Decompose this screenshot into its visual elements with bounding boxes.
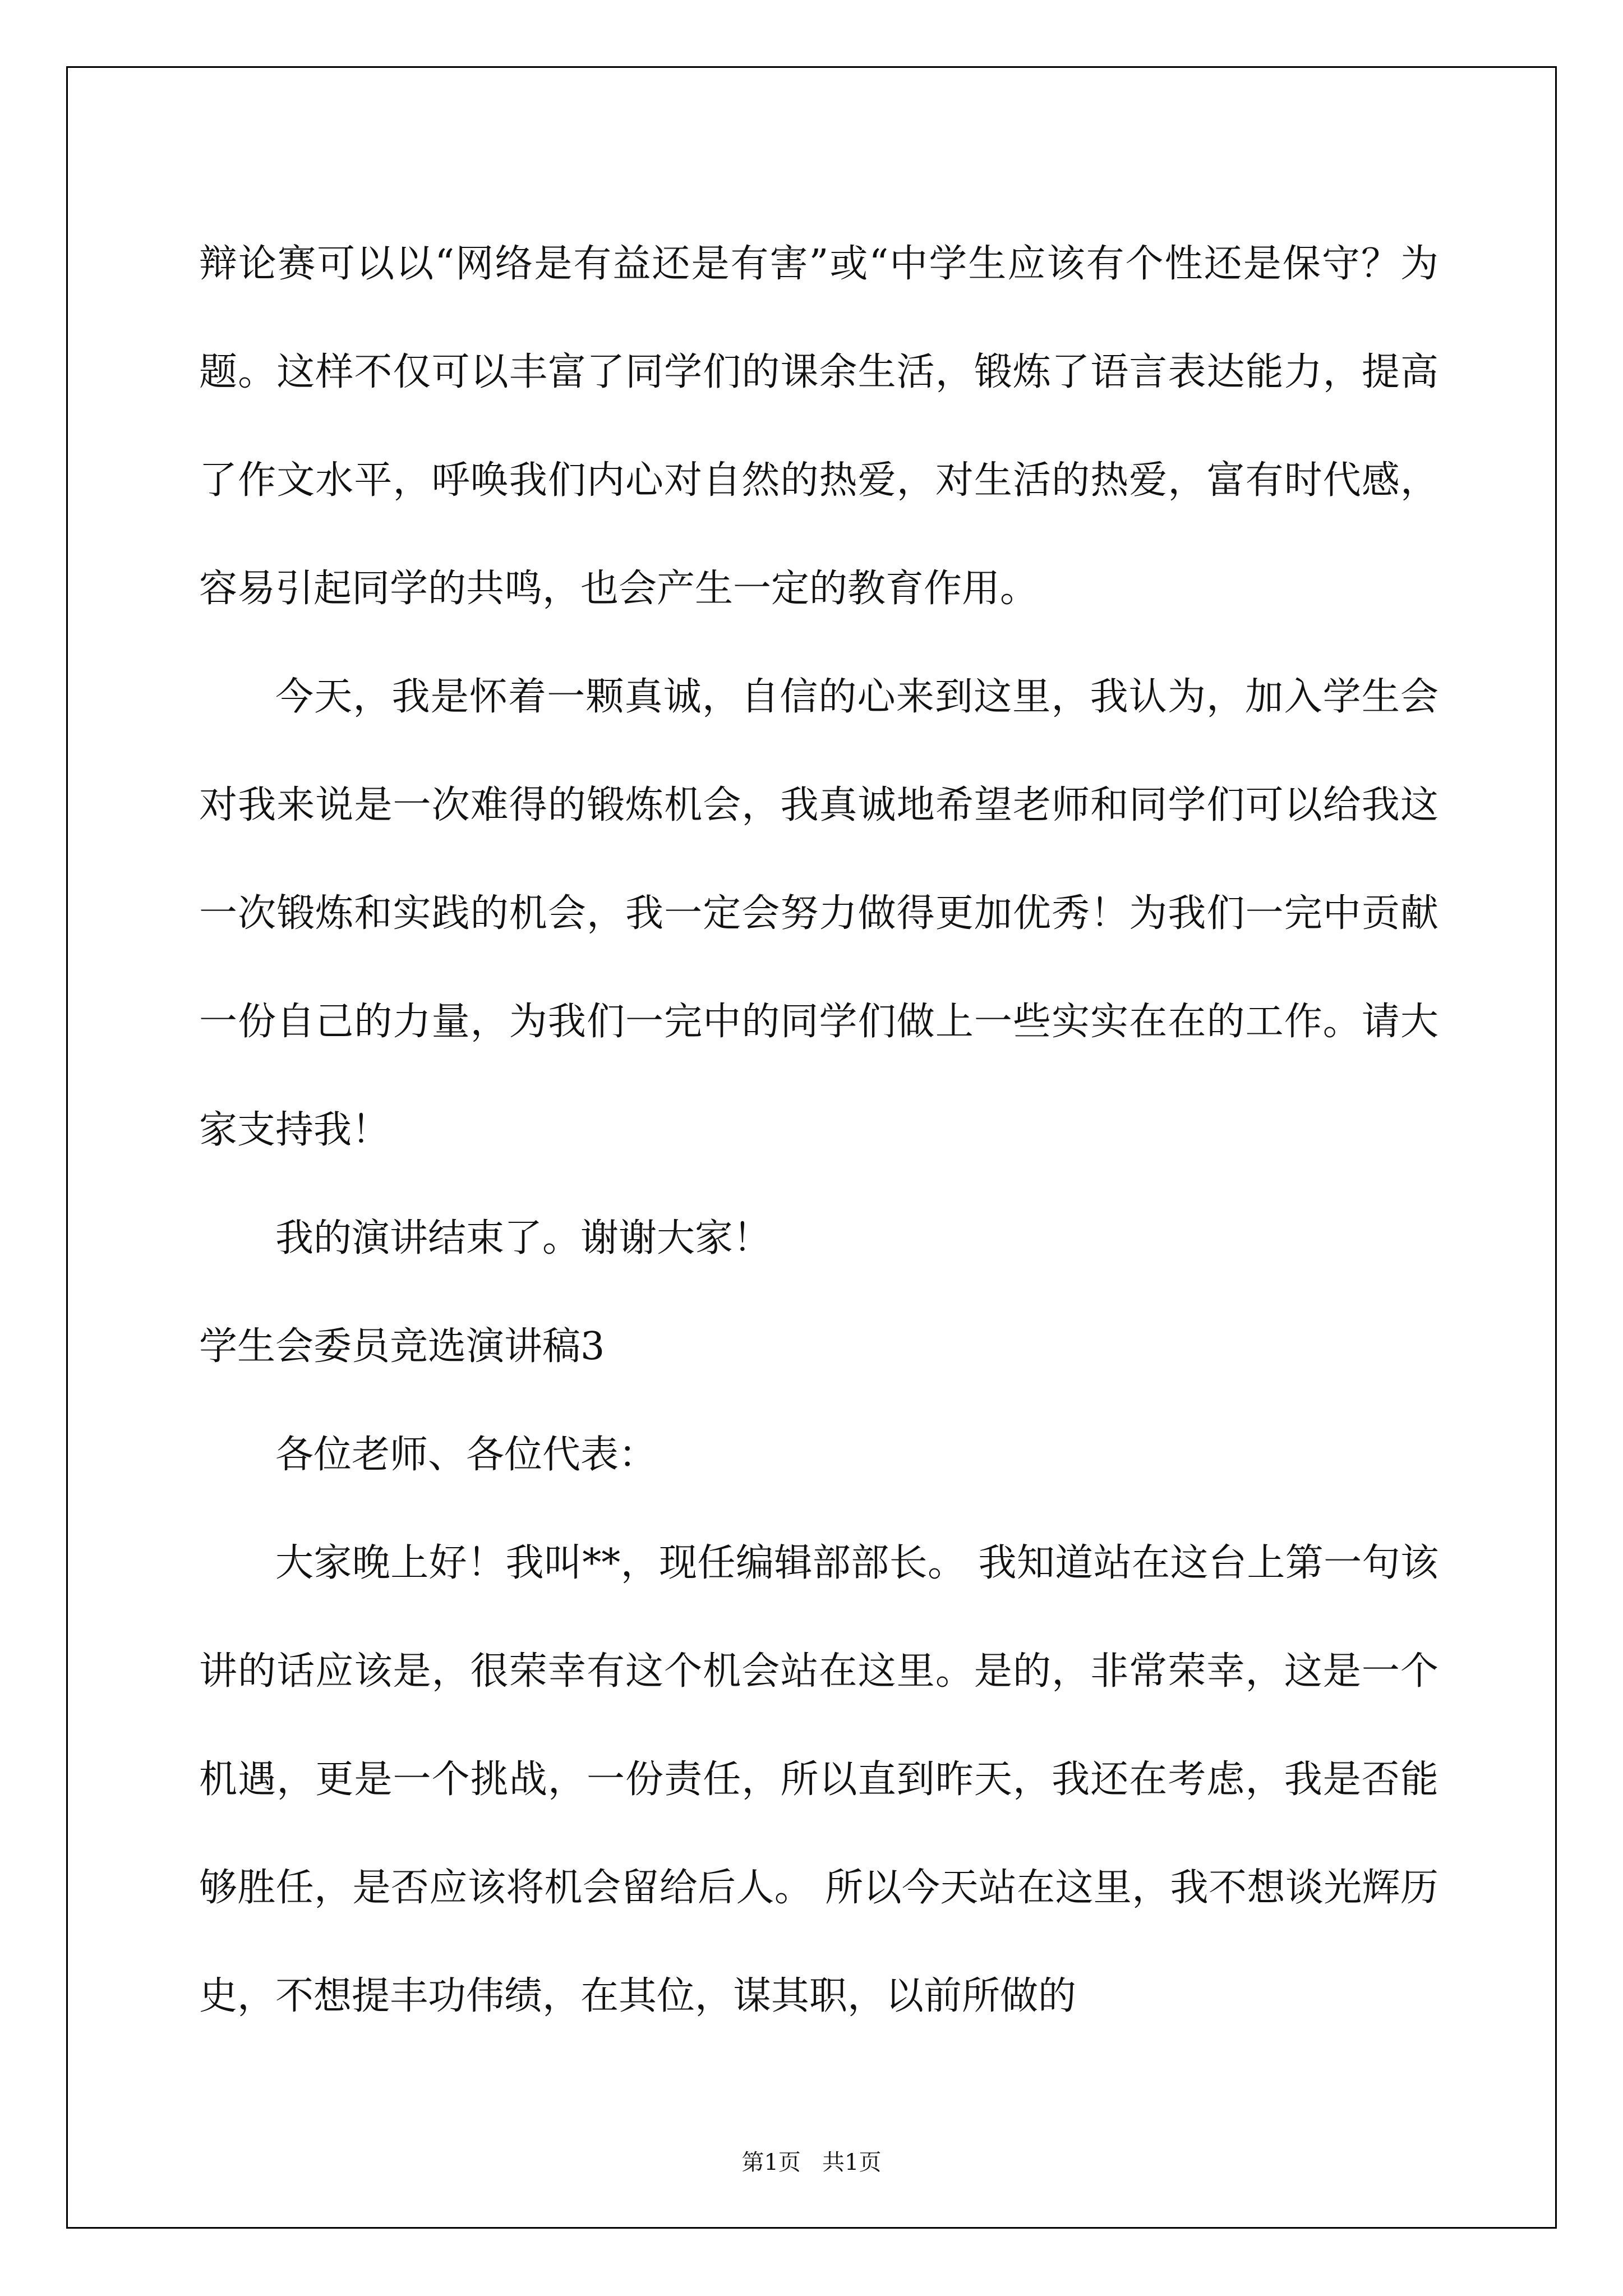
document-body [199,210,1438,2050]
paragraph: 大家晚上好！我叫**，现任编辑部部长。 我知道站在这台上第一句该讲的话应该是，很荣幸有这个机会站在这里。是的，非常荣幸，这是一个机遇，更是一个挑战，一份责任，所以直到昨天，我还在考虑，我是否能够胜任，是否应该将机会留给后人。 所以今天站在这里，我不想谈光辉历史，不想提丰功伟绩，在其位，谋其职，以前所做的 [199,1541,1438,2018]
page-number-footer: 第1页 共1页 [741,2150,882,2175]
paragraph: 辩论赛可以以“网络是有益还是有害”或“中学生应该有个性还是保守？为题。这样不仅可以丰富了同学们的课余生活，锻炼了语言表达能力，提高了作文水平，呼唤我们内心对自然的热爱，对生活的热爱，富有时代感，容易引起同学的共鸣，也会产生一定的教育作用。 [199,242,1438,611]
paragraph: 今天，我是怀着一颗真诚，自信的心来到这里，我认为，加入学生会对我来说是一次难得的锻炼机会，我真诚地希望老师和同学们可以给我这一次锻炼和实践的机会，我一定会努力做得更加优秀！为我们一完中贡献一份自己的力量，为我们一完中的同学们做上一些实实在在的工作。请大家支持我！ [199,675,1438,1152]
section-title: 学生会委员竞选演讲稿3 [199,1324,605,1369]
paragraph: 我的演讲结束了。谢谢大家！ [275,1216,772,1260]
salutation: 各位老师、各位代表： [275,1433,657,1477]
